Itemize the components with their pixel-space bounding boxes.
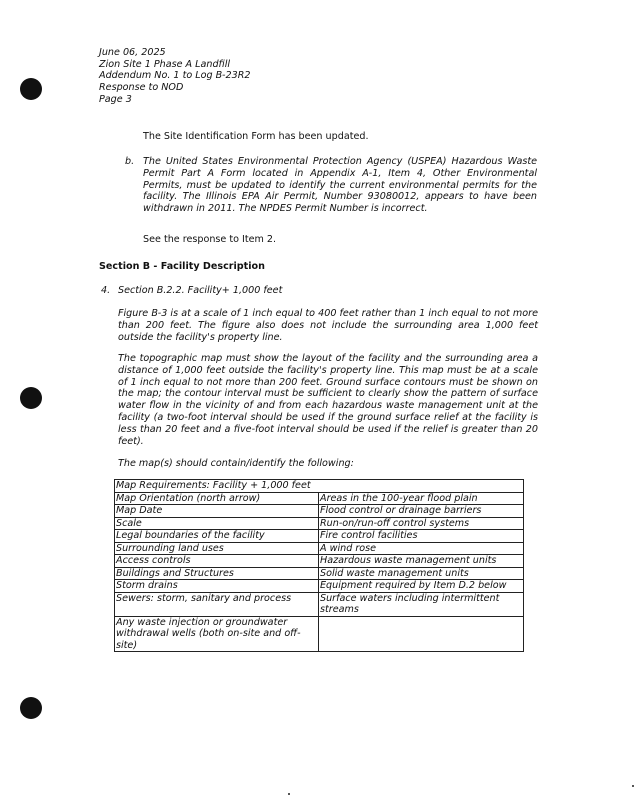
table-row: [115, 517, 524, 530]
table-cell-right: Areas in the 100-year flood plain: [319, 492, 524, 505]
speck: [288, 793, 290, 795]
table-row: [115, 542, 524, 555]
section-title: Section B - Facility Description: [99, 261, 265, 272]
table-cell-left: Sewers: storm, sanitary and process: [115, 592, 319, 616]
table-cell-left: Any waste injection or groundwater withdrawal wells (both on-site and off- site): [115, 616, 319, 652]
table-row: [115, 616, 524, 652]
item-b-label: b.: [125, 156, 135, 167]
table-cell-right: Surface waters including intermittent streams: [319, 592, 524, 616]
table-cell-right: Fire control facilities: [319, 530, 524, 543]
table-cell-left: Access controls: [115, 555, 319, 568]
speck: [632, 785, 634, 787]
table-cell-right: Hazardous waste management units: [319, 555, 524, 568]
table-cell-right: Flood control or drainage barriers: [319, 505, 524, 518]
punch-hole-middle: [20, 387, 42, 409]
table-title-row: [115, 480, 524, 493]
item-b-text: The United States Environmental Protection Agency (USPEA) Hazardous Waste Permit Part A Form located in Appendix A-1, Item 4, Other Environmental Permits, must be updated to identify the current environmental permits for the facility. The Illinois EPA Air Permit, Number 93080012, appears to have been withdrawn in 2011. The NPDES Permit Number is incorrect.: [143, 156, 537, 215]
header-site: Zion Site 1 Phase A Landfill: [99, 58, 231, 70]
updated-paragraph: The Site Identification Form has been updated.: [143, 131, 369, 142]
punch-hole-top: [20, 78, 42, 100]
letter-header: [99, 47, 250, 105]
table-cell-left: Buildings and Structures: [115, 567, 319, 580]
table-cell-left: Scale: [115, 517, 319, 530]
table-cell-left: Legal boundaries of the facility: [115, 530, 319, 543]
table-cell-left: Map Date: [115, 505, 319, 518]
see-response-paragraph: See the response to Item 2.: [143, 234, 277, 245]
table-cell-right: A wind rose: [319, 542, 524, 555]
table-cell-right: Run-on/run-off control systems: [319, 517, 524, 530]
item-4-label: 4.: [101, 285, 111, 296]
table-cell-right: Equipment required by Item D.2 below: [319, 580, 524, 593]
table-row: [115, 567, 524, 580]
table-cell-left: Storm drains: [115, 580, 319, 593]
table-cell-left: Map Orientation (north arrow): [115, 492, 319, 505]
map-paragraph: The map(s) should contain/identify the following:: [118, 458, 354, 469]
table-row: [115, 592, 524, 616]
table-row: [115, 555, 524, 568]
header-addendum: Addendum No. 1 to Log B-23R2: [99, 70, 251, 82]
table-cell-left: Surrounding land uses: [115, 542, 319, 555]
punch-hole-bottom: [20, 697, 42, 719]
table-row: [115, 505, 524, 518]
item-4-text: Section B.2.2. Facility+ 1,000 feet: [118, 285, 283, 296]
table-cell-right: [319, 616, 524, 652]
topo-paragraph: The topographic map must show the layout of the facility and the surrounding area a distance of 1,000 feet outside the facility's property line. This map must be at a scale of 1 inch equal to not more than 200 feet. Ground surface contours must be shown on the map; the contour interval must be sufficient to clearly show the pattern of surface water flow in the vicinity of and from each hazardous waste management unit at the facility (a two-foot interval should be used if the ground surface relief at the facility is less than 20 feet and a five-foot interval should be used if the relief is greater than 20 feet).: [118, 353, 538, 447]
header-page: Page 3: [99, 93, 132, 105]
map-requirements-table: [114, 479, 524, 652]
table-row: [115, 492, 524, 505]
table-title: Map Requirements: Facility + 1,000 feet: [115, 480, 524, 493]
figure-paragraph: Figure B-3 is at a scale of 1 inch equal to 400 feet rather than 1 inch equal to not more than 200 feet. The figure also does not include the surrounding area 1,000 feet outside the facility's property line.: [118, 308, 538, 343]
table-cell-right: Solid waste management units: [319, 567, 524, 580]
table-row: [115, 580, 524, 593]
header-response: Response to NOD: [99, 82, 184, 94]
header-date: June 06, 2025: [99, 47, 166, 58]
table-row: [115, 530, 524, 543]
